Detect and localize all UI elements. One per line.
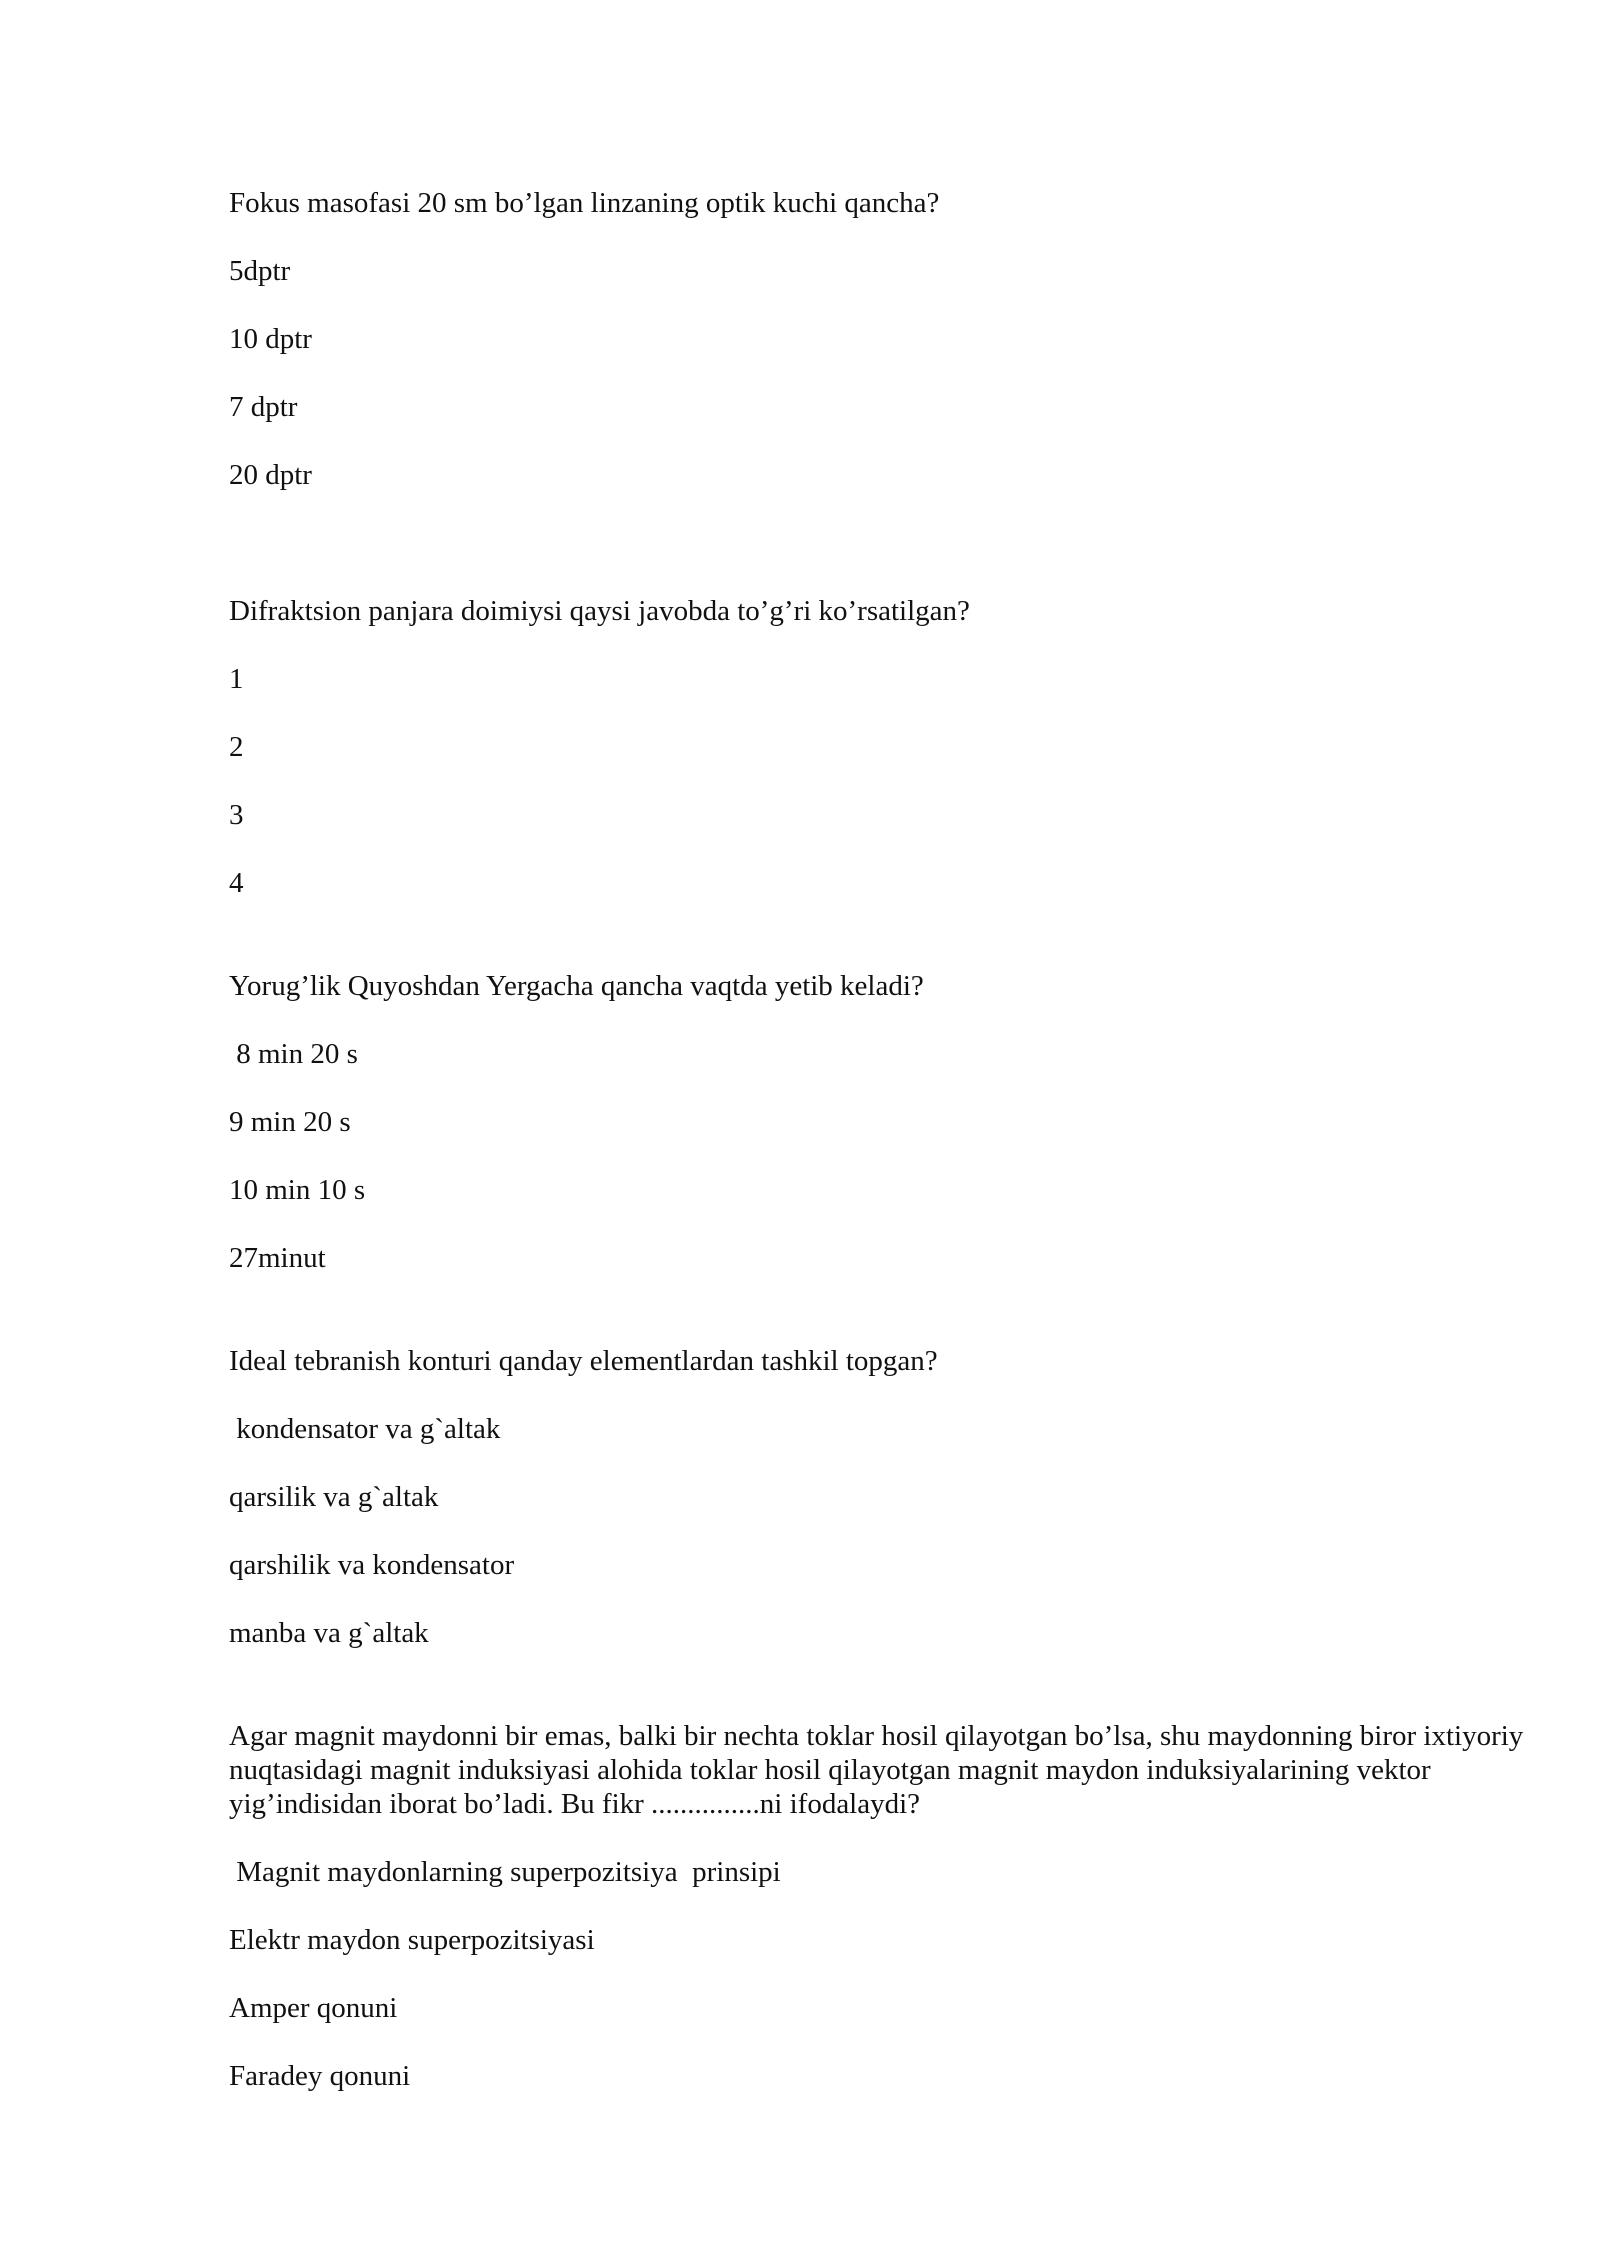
question-3-text: Yorug’lik Quyoshdan Yergacha qancha vaqtda yetib keladi? bbox=[229, 970, 924, 1002]
question-2-option-4: 4 bbox=[229, 867, 244, 899]
question-3-option-4: 27minut bbox=[229, 1242, 326, 1274]
question-2-option-1: 1 bbox=[229, 663, 244, 695]
question-3-option-3: 10 min 10 s bbox=[229, 1174, 366, 1206]
question-1-option-1: 5dptr bbox=[229, 255, 291, 287]
question-1-text: Fokus masofasi 20 sm bo’lgan linzaning optik kuchi qancha? bbox=[229, 187, 940, 219]
question-5-option-2: Elektr maydon superpozitsiyasi bbox=[229, 1924, 595, 1956]
question-4-option-1: kondensator va g`altak bbox=[229, 1413, 501, 1445]
question-2-option-2: 2 bbox=[229, 731, 244, 763]
question-2-option-3: 3 bbox=[229, 799, 244, 831]
question-5-option-4: Faradey qonuni bbox=[229, 2060, 411, 2092]
question-4-option-4: manba va g`altak bbox=[229, 1617, 429, 1649]
question-3-option-1: 8 min 20 s bbox=[229, 1038, 358, 1070]
question-3-option-2: 9 min 20 s bbox=[229, 1106, 351, 1138]
question-4-option-2: qarsilik va g`altak bbox=[229, 1481, 439, 1513]
question-4-option-3: qarshilik va kondensator bbox=[229, 1549, 515, 1581]
question-1-option-2: 10 dptr bbox=[229, 323, 312, 355]
question-5-option-1: Magnit maydonlarning superpozitsiya prinsipi bbox=[229, 1856, 781, 1888]
question-5-text: Agar magnit maydonni bir emas, balki bir nechta toklar hosil qilayotgan bo’lsa, shu maydonning biror ixtiyoriy nuqtasidagi magnit induksiyasi alohida toklar hosil qilayotgan magnit maydon induksiyalarining vektor yig’indisidan iborat bo’ladi. Bu fikr ...............ni ifodalaydi? bbox=[229, 1720, 1524, 1820]
question-2-text: Difraktsion panjara doimiysi qaysi javobda to’g’ri ko’rsatilgan? bbox=[229, 595, 970, 627]
question-1-option-4: 20 dptr bbox=[229, 459, 312, 491]
question-5-option-3: Amper qonuni bbox=[229, 1992, 398, 2024]
question-1-option-3: 7 dptr bbox=[229, 391, 298, 423]
question-4-text: Ideal tebranish konturi qanday elementlardan tashkil topgan? bbox=[229, 1345, 938, 1377]
